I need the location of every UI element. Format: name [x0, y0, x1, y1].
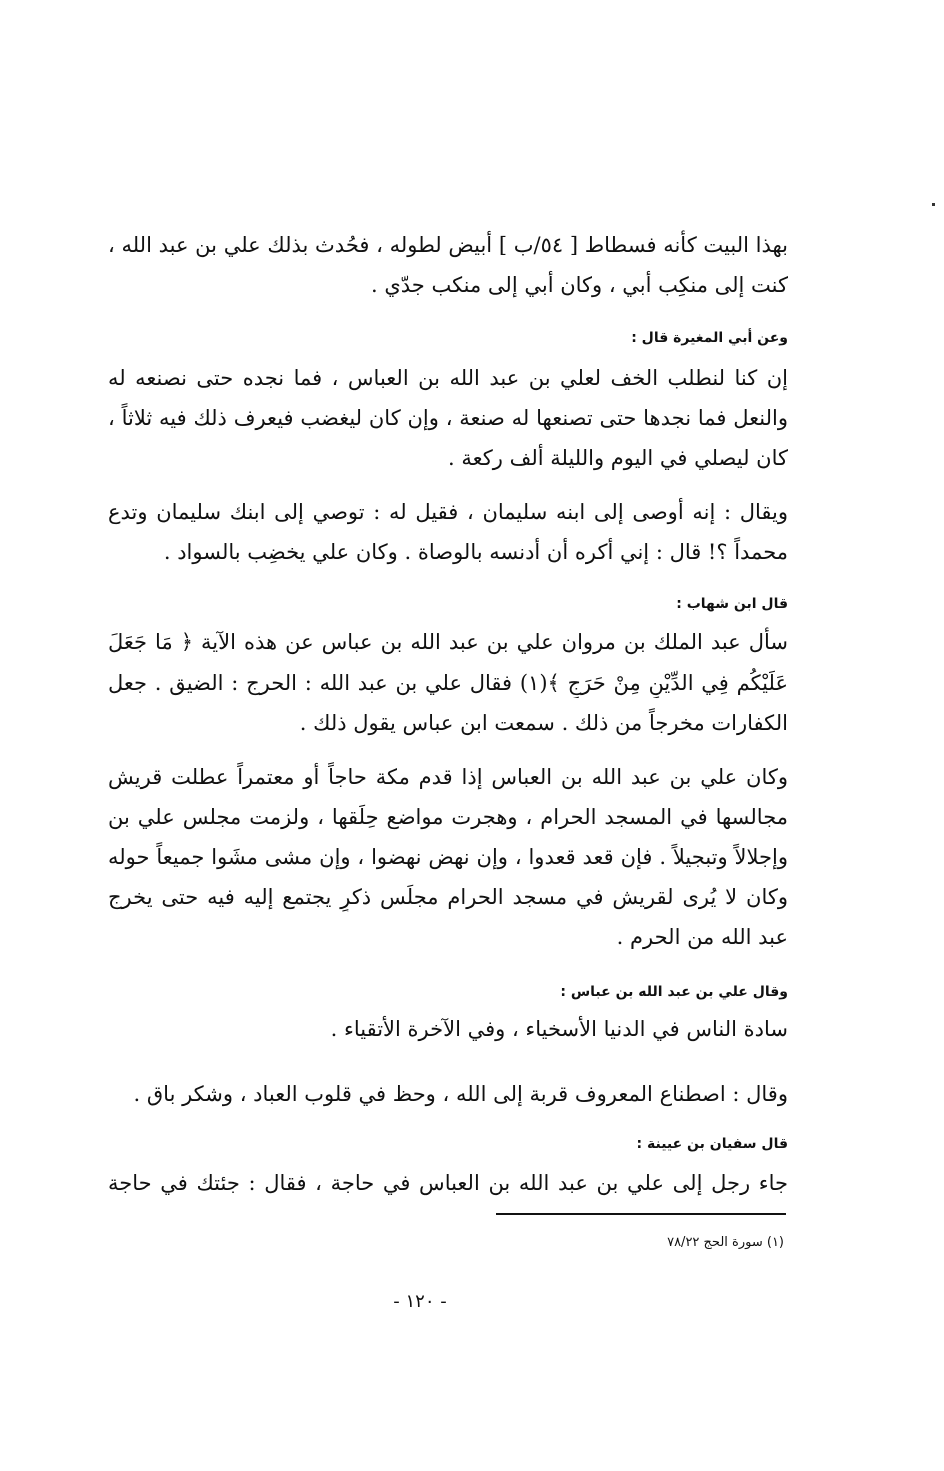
- text-line: محمداً ؟! قال : إني أكره أن أدنسه بالوصاة . وكان علي يخضِب بالسواد .: [163, 540, 788, 564]
- text-line: جاء رجل إلى علي بن عبد الله بن العباس في حاجة ، فقال : جئتك في حاجة: [108, 1171, 788, 1195]
- page-number: - ١٢٠ -: [393, 1291, 447, 1312]
- text-line: وكان لا يُرى لقريش في مسجد الحرام مجلَس ذكرٍ يجتمع إليه فيه حتى يخرج: [108, 885, 788, 909]
- text-line: كنت إلى منكِب أبي ، وكان أبي إلى منكب جدّي .: [370, 273, 788, 297]
- text-line: وقال : اصطناع المعروف قربة إلى الله ، وحظ في قلوب العباد ، وشكر باق .: [133, 1082, 788, 1106]
- text-line: والنعل فما نجدها حتى تصنعها له صنعة ، وإن كان ليغضب فيعرف ذلك فيه ثلاثاً ،: [108, 406, 788, 430]
- text-line: الكفارات مخرجاً من ذلك . سمعت ابن عباس يقول ذلك .: [299, 711, 788, 735]
- text-line: وكان علي بن عبد الله بن العباس إذا قدم مكة حاجاً أو معتمراً عطلت قريش: [108, 765, 788, 789]
- section-heading: قال سفيان بن عيينة :: [636, 1136, 788, 1152]
- footnote: (١) سورة الحج ٧٨/٢٢: [667, 1235, 784, 1250]
- section-heading: قال ابن شهاب :: [676, 596, 788, 612]
- text-line: سأل عبد الملك بن مروان علي بن عبد الله بن عباس عن هذه الآية ﴿ مَا جَعَلَ: [108, 630, 788, 654]
- text-line: ويقال : إنه أوصى إلى ابنه سليمان ، فقيل له : توصي إلى ابنك سليمان وتدع: [108, 500, 788, 524]
- margin-dot: [932, 203, 935, 206]
- text-line: عَلَيْكُم فِي الدِّيْنِ مِنْ حَرَجٍ ﴾(١) فقال علي بن عبد الله : الحرج : الضيق . جعل: [108, 671, 788, 695]
- section-heading: وقال علي بن عبد الله بن عباس :: [560, 984, 788, 1000]
- text-line: سادة الناس في الدنيا الأسخياء ، وفي الآخرة الأتقياء .: [330, 1017, 788, 1041]
- section-heading: وعن أبي المغيرة قال :: [631, 330, 788, 346]
- text-line: عبد الله من الحرم .: [616, 925, 788, 949]
- text-line: وإجلالاً وتبجيلاً . فإن قعد قعدوا ، وإن نهض نهضوا ، وإن مشى مشَوا جميعاً حوله: [108, 845, 788, 869]
- footnote-separator: [496, 1213, 786, 1215]
- text-line: إن كنا لنطلب الخف لعلي بن عبد الله بن العباس ، فما نجده حتى نصنعه له: [108, 366, 788, 390]
- text-line: مجالسها في المسجد الحرام ، وهجرت مواضع حِلَقها ، ولزمت مجلس علي بن: [108, 805, 788, 829]
- text-line: كان ليصلي في اليوم والليلة ألف ركعة .: [448, 446, 788, 470]
- text-line: بهذا البيت كأنه فسطاط [ ٥٤/ب ] أبيض لطوله ، فحُدث بذلك علي بن عبد الله ،: [108, 233, 788, 257]
